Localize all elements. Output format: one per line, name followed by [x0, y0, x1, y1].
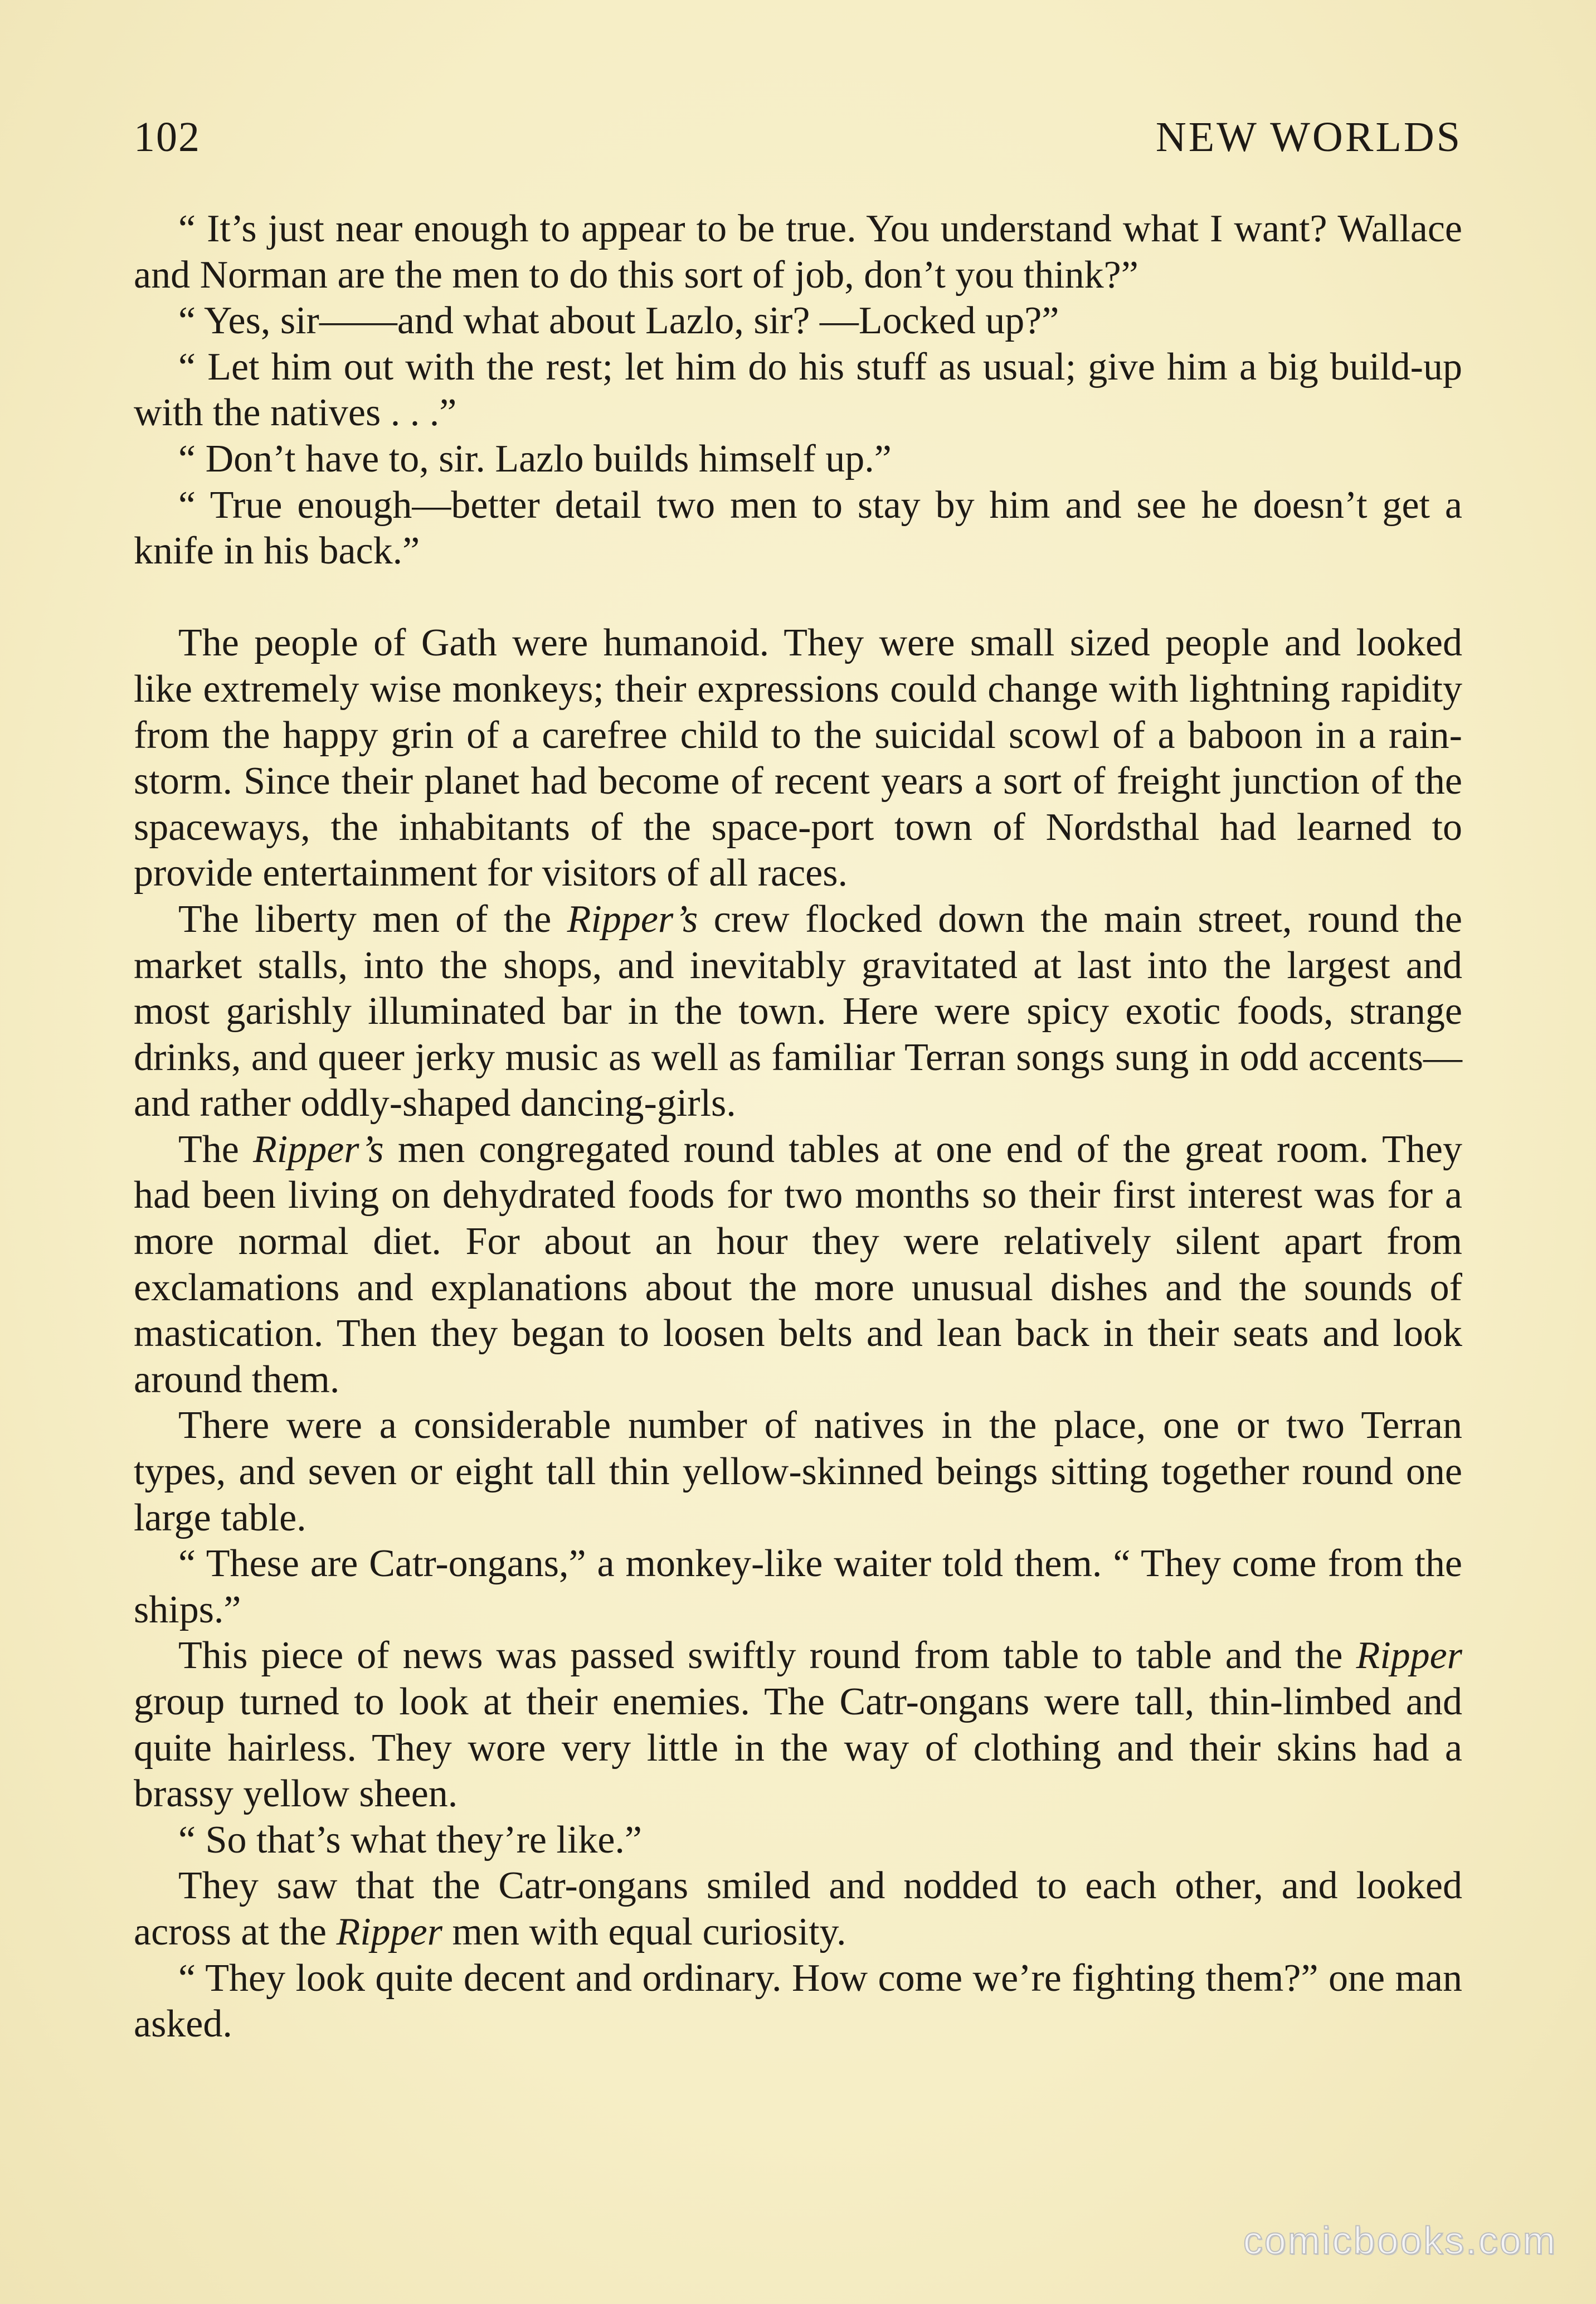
paragraph	[134, 436, 1462, 483]
paragraph	[134, 897, 1462, 1127]
text-run: “ So that’s what they’re like.”	[178, 1818, 642, 1861]
text-run: “ True enough—better detail two men to stay by him and see he doesn’t get a knife in his back.”	[134, 483, 1462, 573]
paragraph	[134, 1956, 1462, 2048]
text-run: “ Don’t have to, sir. Lazlo builds himself up.”	[178, 437, 892, 480]
text-run: They saw that the Catr-ongans smiled and nodded to each other, and looked across at the	[134, 1864, 1462, 1953]
text-run: The people of Gath were humanoid. They were small sized people and looked like extremely wise monkeys; their expressions could change with lightning rapidity from the happy grin of a carefree child to the suicidal scowl of a baboon in a rain-storm. Since their planet had become of recent years a sort of freight junction of the spaceways, the inhabitants of the space-port town of Nordsthal had learned to provide entertainment for visitors of all races.	[134, 621, 1462, 895]
text-run: “ It’s just near enough to appear to be true. You understand what I want? Wallace and Norman are the men to do this sort of job, don’t you think?”	[134, 207, 1462, 296]
paragraph	[134, 1127, 1462, 1403]
text-run: group turned to look at their enemies. The Catr-ongans were tall, thin-limbed and quite hairless. They wore very little in the way of clothing and their skins had a brassy yellow sheen.	[134, 1680, 1462, 1816]
text-run: men congregated round tables at one end of the great room. They had been living on dehydrated foods for two months so their first interest was for a more normal diet. For about an hour they were relatively silent apart from exclamations and explanations about the more unusual dishes and the sounds of mastication. Then they began to loosen belts and lean back in their seats and look around them.	[134, 1127, 1462, 1401]
italic-ship-name: Ripper’s	[253, 1127, 384, 1171]
paragraph	[134, 298, 1462, 344]
text-run: There were a considerable number of natives in the place, one or two Terran types, and seven or eight tall thin yellow-skinned beings sitting together round one large table.	[134, 1404, 1462, 1539]
running-head: NEW WORLDS	[1155, 114, 1462, 161]
italic-ship-name: Ripper	[1356, 1634, 1462, 1678]
text-run: The liberty men of the	[178, 897, 567, 941]
page-header	[134, 109, 1462, 165]
text-run: This piece of news was passed swiftly round from table to table and the	[178, 1634, 1356, 1678]
text-run: men with equal curiosity.	[442, 1910, 846, 1953]
paragraph	[134, 206, 1462, 298]
text-run: “ They look quite decent and ordinary. How come we’re fighting them?” one man asked.	[134, 1956, 1462, 2046]
text-run: crew flocked down the main street, round the market stalls, into the shops, and inevitably gravitated at last into the largest and most garishly illuminated bar in the town. Here were spicy exotic foods, strange drinks, and queer jerky music as well as familiar Terran songs sung in odd accents—and rather oddly-shaped dancing-girls.	[134, 897, 1462, 1125]
paragraph	[134, 483, 1462, 575]
watermark: comicbooks.com	[1243, 2219, 1557, 2262]
italic-ship-name: Ripper’s	[567, 897, 698, 941]
body-text	[134, 206, 1462, 2048]
paragraph	[134, 1863, 1462, 1955]
paragraph	[134, 1633, 1462, 1817]
paragraph	[134, 344, 1462, 436]
paragraph	[134, 620, 1462, 897]
paragraph	[134, 1541, 1462, 1633]
italic-ship-name: Ripper	[336, 1910, 442, 1953]
text-run: The	[178, 1127, 253, 1171]
text-run: “ Yes, sir——and what about Lazlo, sir? —Locked up?”	[178, 299, 1059, 343]
paragraph	[134, 1403, 1462, 1541]
page-number: 102	[134, 114, 201, 161]
text-run: “ These are Catr-ongans,” a monkey-like waiter told them. “ They come from the ships.”	[134, 1542, 1462, 1631]
paragraph	[134, 1817, 1462, 1864]
text-run: “ Let him out with the rest; let him do his stuff as usual; give him a big build-up with the natives . . .”	[134, 345, 1462, 435]
